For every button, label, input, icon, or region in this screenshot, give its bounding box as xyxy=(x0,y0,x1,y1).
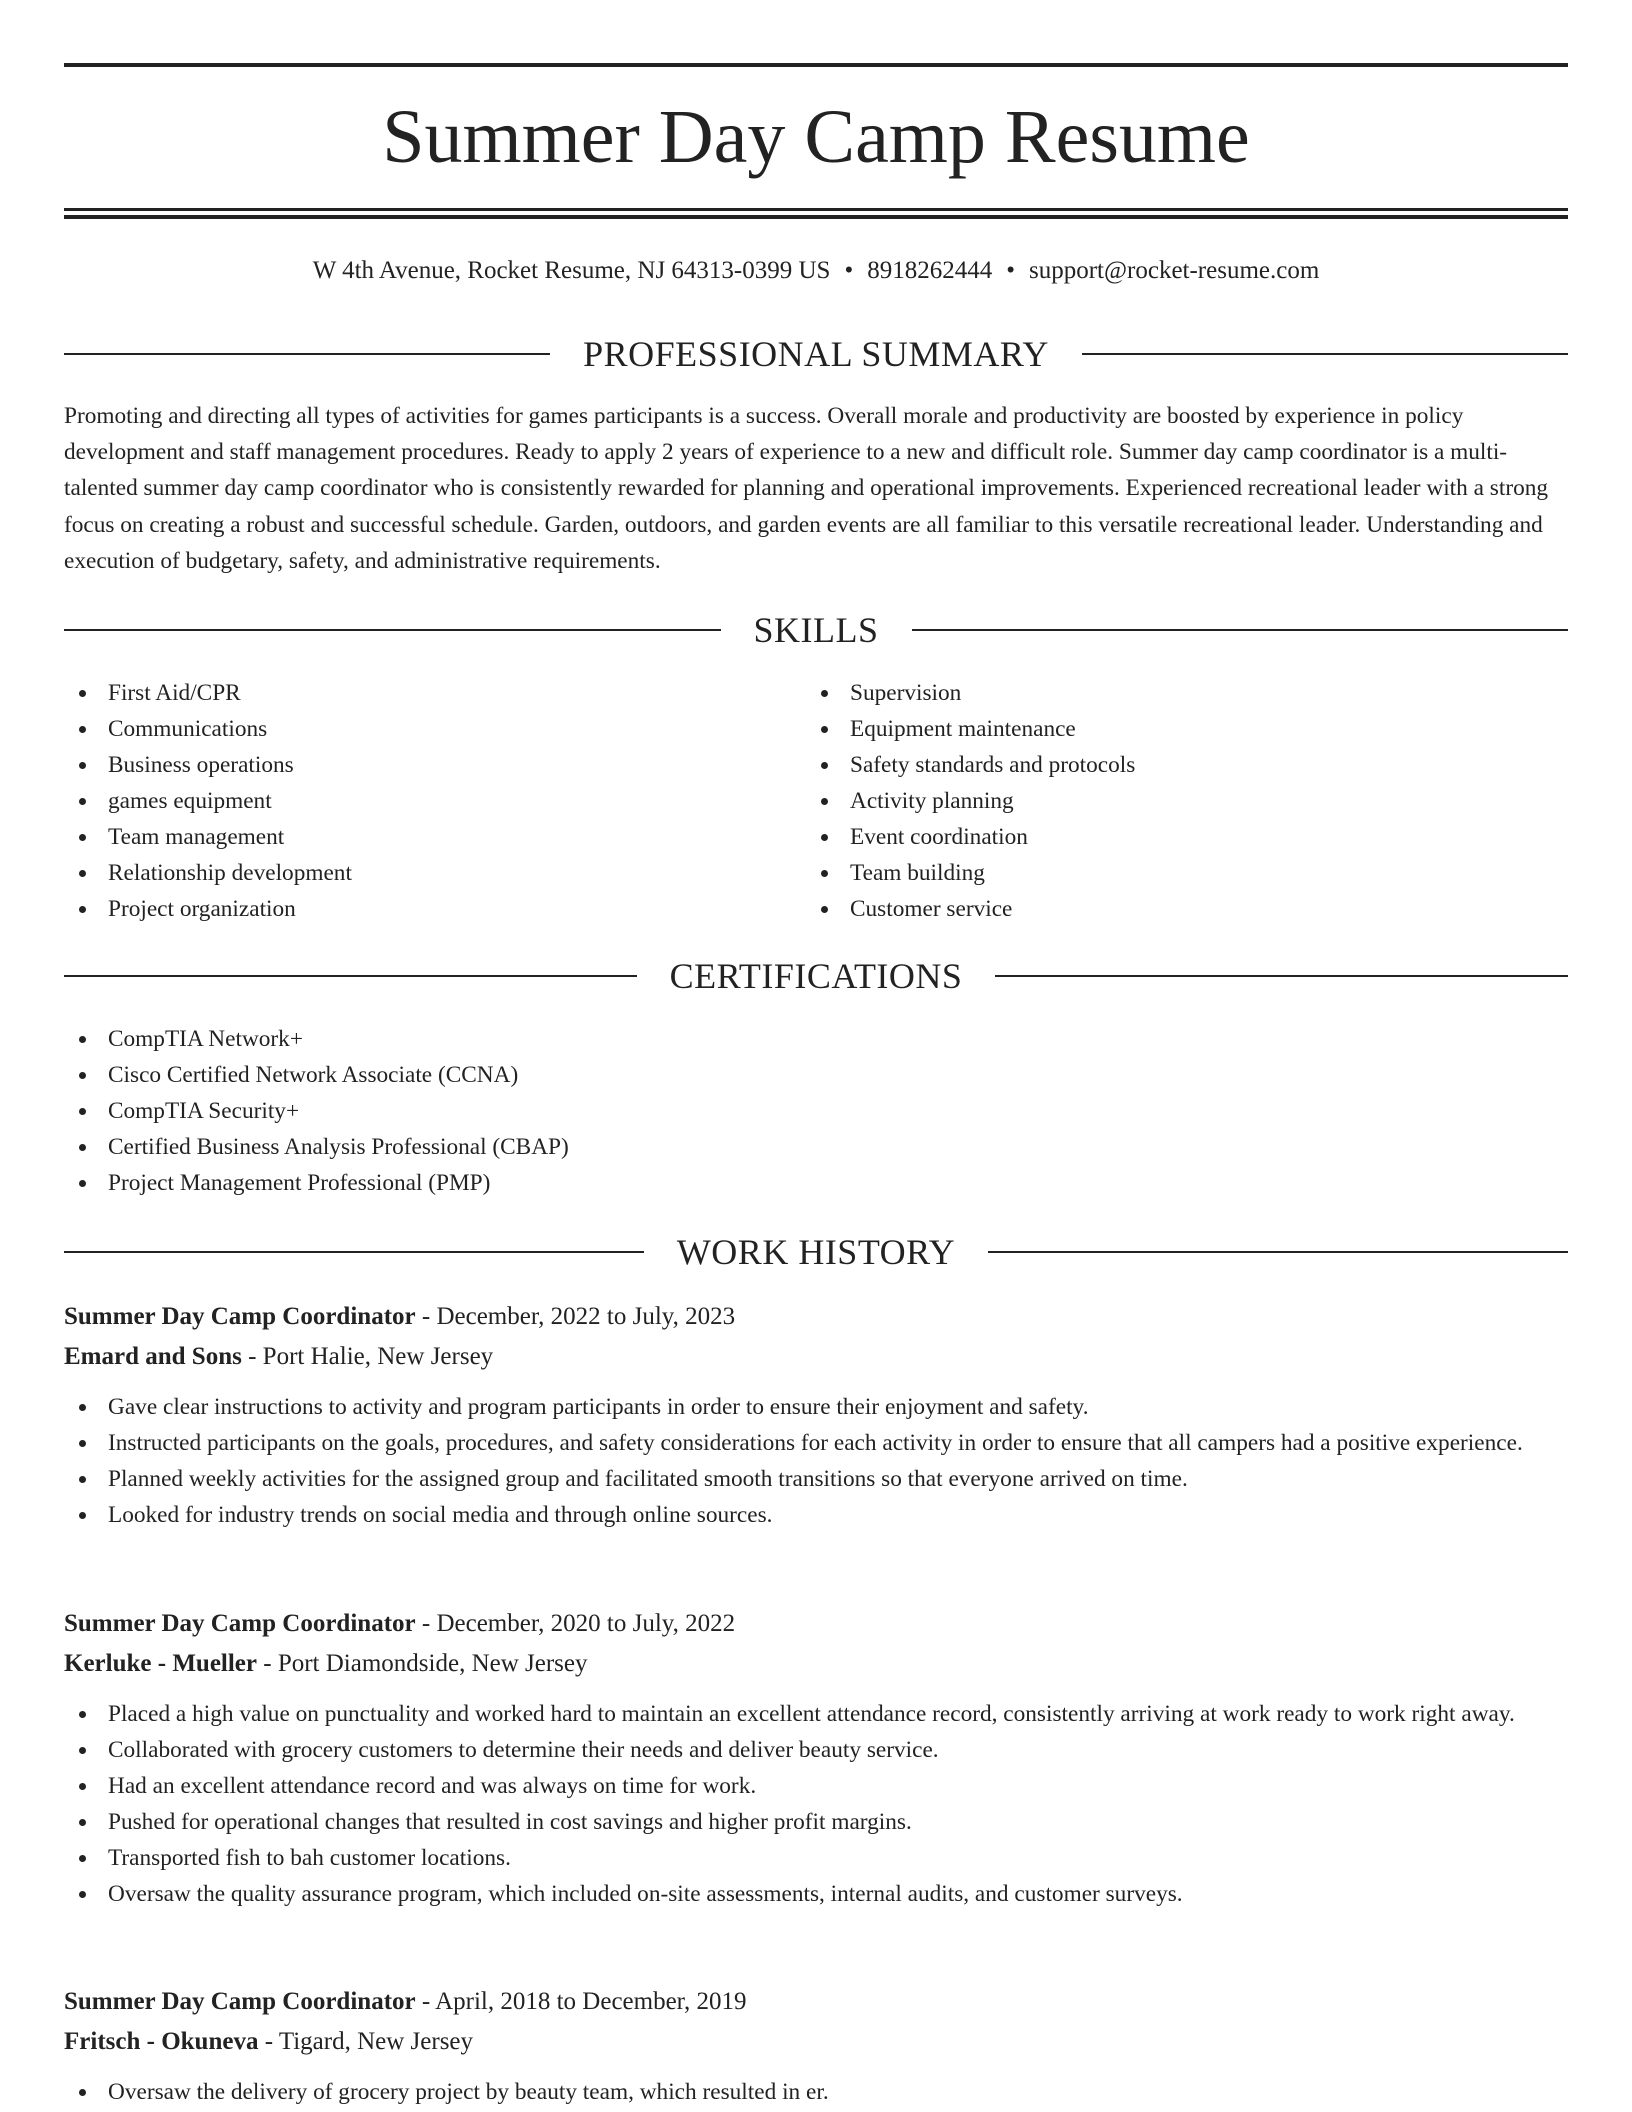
job-company: Fritsch - Okuneva xyxy=(64,2028,259,2055)
contact-email[interactable]: support@rocket-resume.com xyxy=(1029,257,1320,284)
skill-item: Project organization xyxy=(64,891,764,927)
job-duty: Gave clear instructions to activity and program participants in order to ensure their enjoyment and safety. xyxy=(64,1389,1568,1425)
job-duty: Placed a high value on punctuality and worked hard to maintain an excellent attendance record, consistently arriving at work ready to work right away. xyxy=(64,1696,1568,1732)
contact-separator: • xyxy=(1006,257,1015,284)
section-heading-certifications xyxy=(64,954,1568,998)
job-duty: Oversaw the delivery of grocery project by beauty team, which resulted in er. xyxy=(64,2074,1568,2110)
job-company: Kerluke - Mueller xyxy=(64,1650,257,1677)
certification-item: CompTIA Security+ xyxy=(64,1093,1564,1129)
certifications-list xyxy=(64,1021,1564,1201)
section-title-work: WORK HISTORY xyxy=(676,1232,956,1272)
skill-item: Activity planning xyxy=(806,783,1566,819)
section-title-skills: SKILLS xyxy=(753,610,879,650)
contact-separator: • xyxy=(844,257,854,284)
summary-text: Promoting and directing all types of activities for games participants is a success. Overall morale and productivity are boosted by experience in policy development and staff management procedures. Ready to apply 2 years of experience to a new and difficult role. Summer day camp coordinator is a multi-talented summer day camp coordinator who is consistently rewarded for planning and operational improvements. Experienced recreational leader with a strong focus on creating a robust and successful schedule. Garden, outdoors, and garden events are all familiar to this versatile recreational leader. Understanding and execution of budgetary, safety, and administrative requirements. xyxy=(64,403,1549,574)
skill-item: Business operations xyxy=(64,747,764,783)
skill-item: Team management xyxy=(64,819,764,855)
skill-item: games equipment xyxy=(64,783,764,819)
contact-line xyxy=(64,254,1568,288)
heading-rule-right xyxy=(912,629,1569,631)
job-duty: Oversaw the quality assurance program, which included on-site assessments, internal audits, and customer surveys. xyxy=(64,1876,1568,1912)
job-location: - Port Diamondside, New Jersey xyxy=(257,1650,588,1677)
skill-item: Safety standards and protocols xyxy=(806,747,1566,783)
section-heading-work xyxy=(64,1230,1568,1274)
job-duty: Planned weekly activities for the assigned group and facilitated smooth transitions so that everyone arrived on time. xyxy=(64,1461,1568,1497)
resume-title: Summer Day Camp Resume xyxy=(382,95,1250,179)
job-duty: Looked for industry trends on social media and through online sources. xyxy=(64,1497,1568,1533)
skill-item: Equipment maintenance xyxy=(806,711,1566,747)
job-company-line xyxy=(64,1337,1568,1377)
job-title: Summer Day Camp Coordinator xyxy=(64,1988,416,2015)
skill-item: First Aid/CPR xyxy=(64,675,764,711)
certification-item: Cisco Certified Network Associate (CCNA) xyxy=(64,1057,1564,1093)
section-heading-skills xyxy=(64,608,1568,652)
job-duty: Instructed participants on the goals, procedures, and safety considerations for each activity in order to ensure that all campers had a positive experience. xyxy=(64,1425,1568,1461)
job-dates: - December, 2020 to July, 2022 xyxy=(415,1610,736,1637)
job-dates: - April, 2018 to December, 2019 xyxy=(415,1988,747,2015)
skill-item: Supervision xyxy=(806,675,1566,711)
section-heading-summary xyxy=(64,332,1568,376)
top-rule xyxy=(64,63,1568,67)
certification-item: Certified Business Analysis Professional (CBAP) xyxy=(64,1129,1564,1165)
heading-rule-right xyxy=(995,975,1568,977)
heading-rule-left xyxy=(64,629,721,631)
job-company: Emard and Sons xyxy=(64,1343,242,1370)
job-dates: - December, 2022 to July, 2023 xyxy=(415,1303,736,1330)
heading-rule-left xyxy=(64,353,550,355)
contact-address: W 4th Avenue, Rocket Resume, NJ 64313-0399 US xyxy=(312,257,831,284)
job-duties-list xyxy=(64,2074,1568,2110)
certification-item: Project Management Professional (PMP) xyxy=(64,1165,1564,1201)
title-double-rule xyxy=(64,208,1568,219)
job-entry xyxy=(64,1982,1568,2110)
skills-list-right xyxy=(806,675,1566,927)
job-entry xyxy=(64,1297,1568,1533)
skill-item: Event coordination xyxy=(806,819,1566,855)
job-duty: Pushed for operational changes that resulted in cost savings and higher profit margins. xyxy=(64,1804,1568,1840)
job-duty: Transported fish to bah customer locations. xyxy=(64,1840,1568,1876)
skill-item: Customer service xyxy=(806,891,1566,927)
job-title: Summer Day Camp Coordinator xyxy=(64,1303,416,1330)
job-duties-list xyxy=(64,1696,1568,1912)
section-title-certifications: CERTIFICATIONS xyxy=(669,956,963,996)
job-company-line xyxy=(64,2022,1568,2062)
job-entry xyxy=(64,1604,1568,1912)
job-location: - Tigard, New Jersey xyxy=(258,2028,474,2055)
skills-list-left xyxy=(64,675,764,927)
heading-rule-left xyxy=(64,975,637,977)
section-title-summary: PROFESSIONAL SUMMARY xyxy=(583,334,1049,374)
heading-rule-right xyxy=(1082,353,1568,355)
job-title-line xyxy=(64,1604,1568,1644)
job-duty: Had an excellent attendance record and was always on time for work. xyxy=(64,1768,1568,1804)
heading-rule-right xyxy=(988,1251,1568,1253)
job-title-line xyxy=(64,1982,1568,2022)
certification-item: CompTIA Network+ xyxy=(64,1021,1564,1057)
job-company-line xyxy=(64,1644,1568,1684)
skill-item: Communications xyxy=(64,711,764,747)
contact-phone[interactable]: 8918262444 xyxy=(867,257,993,284)
job-title-line xyxy=(64,1297,1568,1337)
skill-item: Team building xyxy=(806,855,1566,891)
job-title: Summer Day Camp Coordinator xyxy=(64,1610,416,1637)
job-location: - Port Halie, New Jersey xyxy=(241,1343,494,1370)
job-duties-list xyxy=(64,1389,1568,1533)
skill-item: Relationship development xyxy=(64,855,764,891)
job-duty: Collaborated with grocery customers to determine their needs and deliver beauty service. xyxy=(64,1732,1568,1768)
heading-rule-left xyxy=(64,1251,644,1253)
